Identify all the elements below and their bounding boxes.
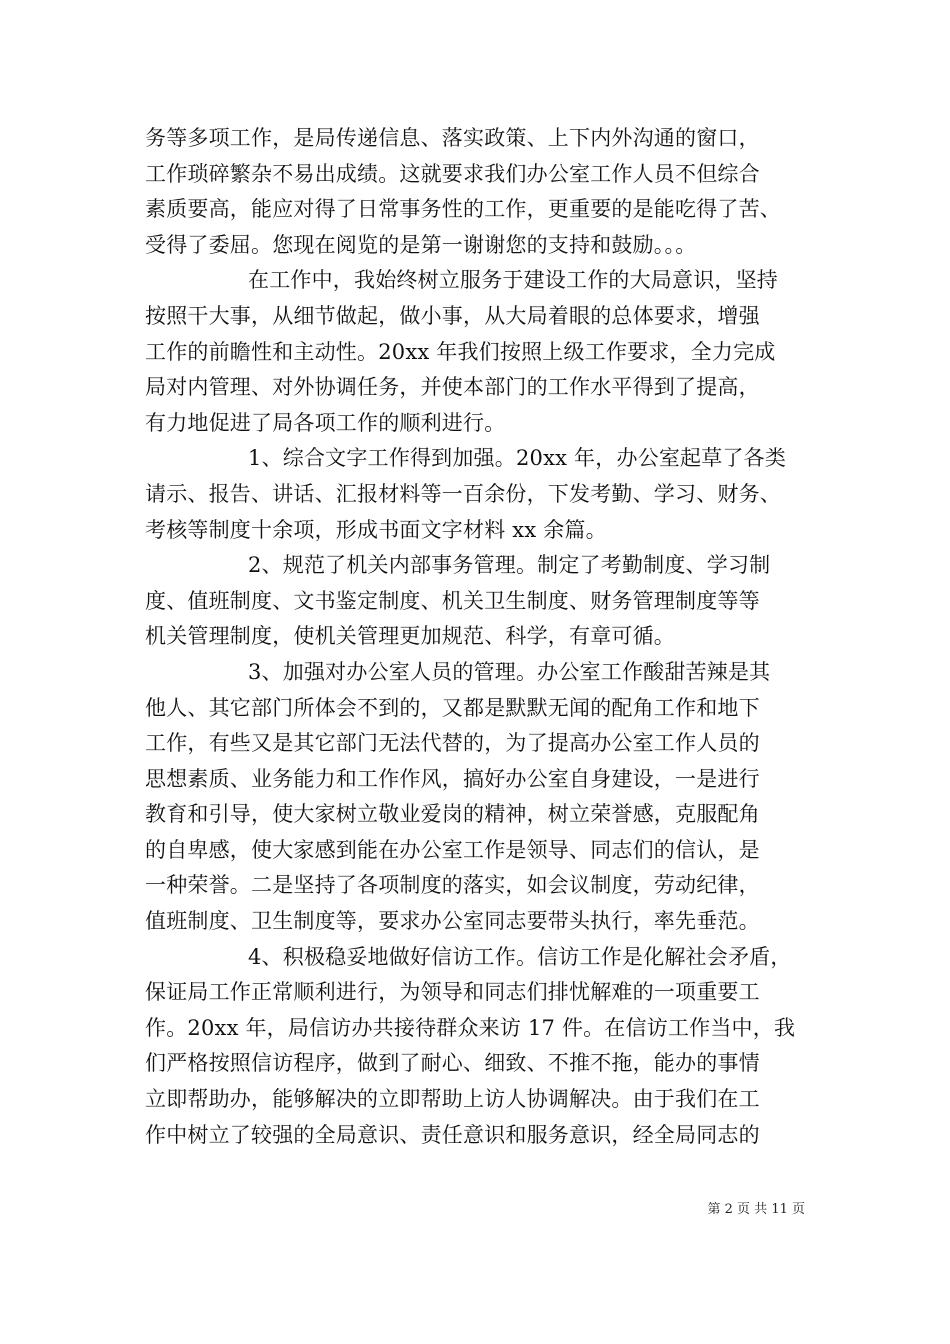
paragraph-first-line: 在工作中，我始终树立服务于建设工作的大局意识，坚持 (248, 268, 778, 293)
paragraph-first-line: 3、加强对办公室人员的管理。办公室工作酸甜苦辣是其 (248, 659, 771, 684)
text-line: 按照干大事，从细节做起，做小事，从大局着眼的总体要求，增强 (145, 303, 760, 328)
page-number-footer: 第 2 页 共 11 页 (707, 1202, 805, 1217)
document-body (145, 121, 813, 1153)
text-line: 受得了委屈。您现在阅览的是第一谢谢您的支持和鼓励。。。 (145, 232, 697, 257)
text-line: 工作，有些又是其它部门无法代替的，为了提高办公室工作人员的 (145, 731, 760, 756)
text-line: 们严格按照信访程序，做到了耐心、细致、不推不拖，能办的事情 (145, 1051, 760, 1076)
text-line: 机关管理制度，使机关管理更加规范、科学，有章可循。 (145, 624, 675, 649)
paragraph-first-line: 2、规范了机关内部事务管理。制定了考勤制度、学习制 (248, 553, 771, 578)
text-line: 他人、其它部门所体会不到的，又都是默默无闻的配角工作和地下 (145, 695, 760, 720)
text-line: 有力地促进了局各项工作的顺利进行。 (145, 410, 506, 435)
text-line: 考核等制度十余项，形成书面文字材料 xx 余篇。 (145, 517, 607, 542)
text-line: 工作的前瞻性和主动性。20xx 年我们按照上级工作要求，全力完成 (145, 339, 776, 364)
paragraph-first-line: 4、积极稳妥地做好信访工作。信访工作是化解社会矛盾， (248, 944, 792, 969)
paragraph-first-line: 1、综合文字工作得到加强。20xx 年，办公室起草了各类 (248, 446, 787, 471)
text-line: 值班制度、卫生制度等，要求办公室同志要带头执行，率先垂范。 (145, 909, 760, 934)
text-line: 请示、报告、讲话、汇报材料等一百余份，下发考勤、学习、财务、 (145, 481, 781, 506)
text-line: 局对内管理、对外协调任务，并使本部门的工作水平得到了提高， (145, 375, 760, 400)
text-line: 工作琐碎繁杂不易出成绩。这就要求我们办公室工作人员不但综合 (145, 161, 760, 186)
text-line: 度、值班制度、文书鉴定制度、机关卫生制度、财务管理制度等等 (145, 588, 760, 613)
text-line: 教育和引导，使大家树立敬业爱岗的精神，树立荣誉感，克服配角 (145, 802, 760, 827)
text-line: 素质要高，能应对得了日常事务性的工作，更重要的是能吃得了苦、 (145, 197, 781, 222)
text-line: 保证局工作正常顺利进行，为领导和同志们排忧解难的一项重要工 (145, 980, 760, 1005)
text-line: 的自卑感，使大家感到能在办公室工作是领导、同志们的信认，是 (145, 837, 760, 862)
text-line: 思想素质、业务能力和工作作风，搞好办公室自身建设，一是进行 (145, 766, 760, 791)
text-line: 立即帮助办，能够解决的立即帮助上访人协调解决。由于我们在工 (145, 1087, 760, 1112)
text-line: 一种荣誉。二是坚持了各项制度的落实，如会议制度，劳动纪律， (145, 873, 760, 898)
text-line: 作中树立了较强的全局意识、责任意识和服务意识，经全局同志的 (145, 1122, 760, 1147)
text-line: 作。20xx 年，局信访办共接待群众来访 17 件。在信访工作当中，我 (145, 1015, 796, 1040)
text-line: 务等多项工作，是局传递信息、落实政策、上下内外沟通的窗口， (145, 126, 760, 150)
